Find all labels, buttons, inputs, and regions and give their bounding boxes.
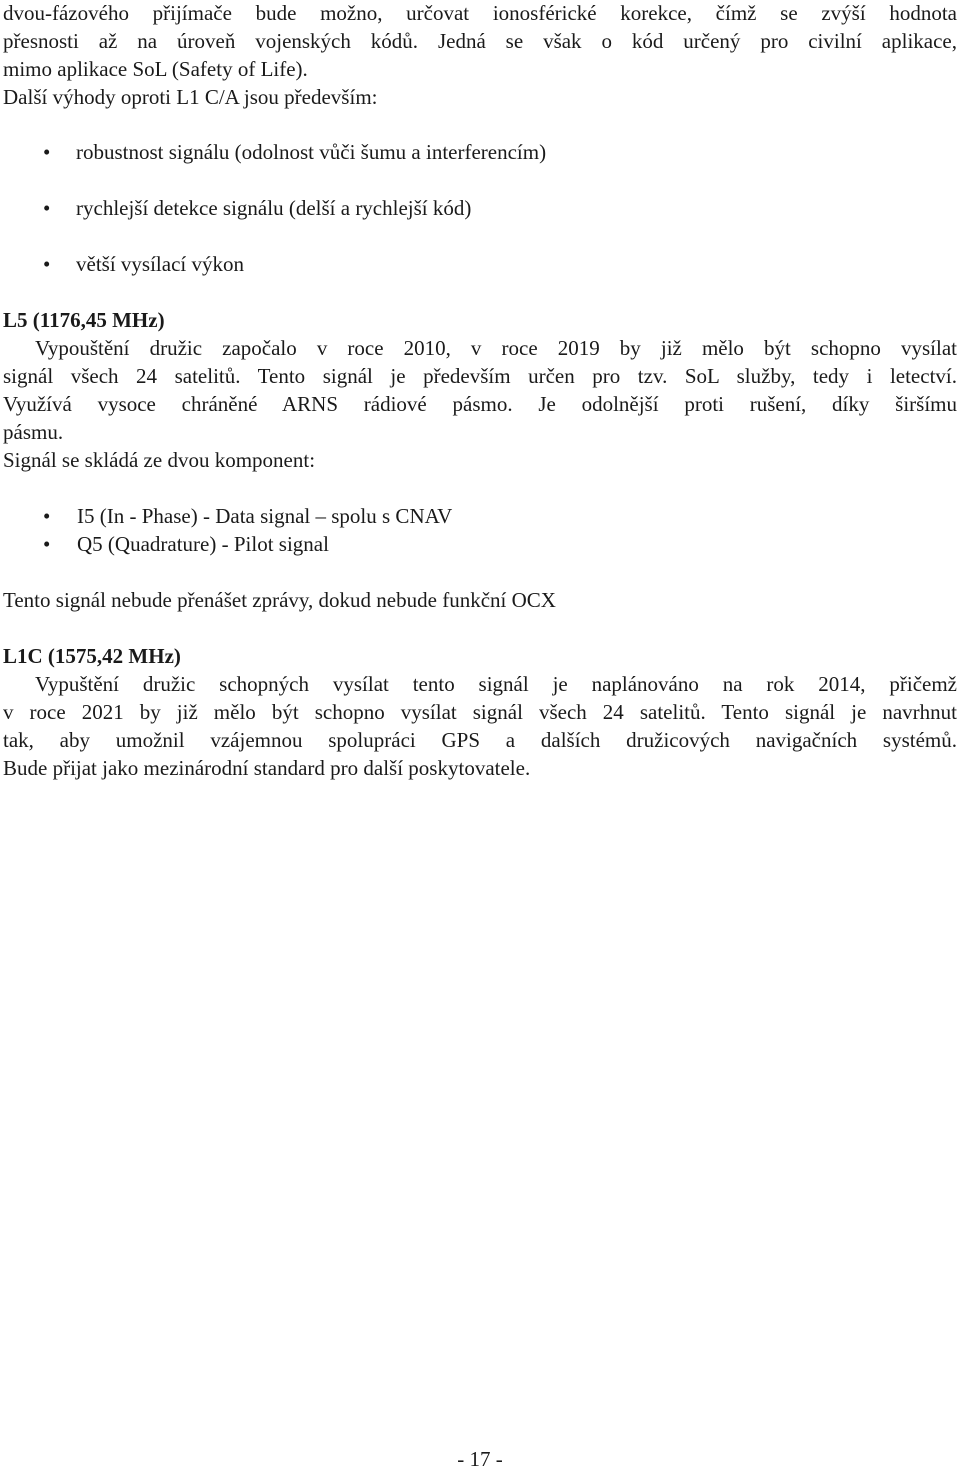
- page-number: - 17 -: [457, 1447, 503, 1471]
- l1c-line: tak, aby umožnil vzájemnou spolupráci GPS a dalších družicových navigačních systémů.: [3, 728, 957, 752]
- l5-line: Využívá vysoce chráněné ARNS rádiové pásmo. Je odolnější proti rušení, díky širšímu: [3, 392, 957, 416]
- bullet-icon: •: [43, 532, 51, 556]
- list-item-text: větší vysílací výkon: [76, 252, 244, 276]
- intro-line: mimo aplikace SoL (Safety of Life).: [3, 57, 308, 81]
- l1c-line: Vypuštění družic schopných vysílat tento signál je naplánováno na rok 2014, přičemž: [35, 672, 957, 696]
- l5-line: Vypouštění družic započalo v roce 2010, v roce 2019 by již mělo být schopno vysílat: [35, 336, 957, 360]
- bullet-icon: •: [43, 252, 51, 276]
- section-heading-l1c: L1C (1575,42 MHz): [3, 644, 181, 668]
- intro-line: dvou-fázového přijímače bude možno, určovat ionosférické korekce, čímž se zvýší hodnota: [3, 1, 957, 25]
- section-heading-l5: L5 (1176,45 MHz): [3, 308, 165, 332]
- list-item-text: Q5 (Quadrature) - Pilot signal: [77, 532, 329, 556]
- bullet-icon: •: [43, 504, 51, 528]
- bullet-icon: •: [43, 196, 51, 220]
- list-item-text: I5 (In - Phase) - Data signal – spolu s CNAV: [77, 504, 453, 528]
- l5-line: Signál se skládá ze dvou komponent:: [3, 448, 316, 472]
- list-item-text: robustnost signálu (odolnost vůči šumu a interferencím): [76, 140, 547, 164]
- l5-line: signál všech 24 satelitů. Tento signál je především určen pro tzv. SoL služby, tedy i letectví.: [3, 364, 957, 388]
- l5-line: pásmu.: [3, 420, 64, 444]
- intro-line: Další výhody oproti L1 C/A jsou především:: [3, 85, 378, 109]
- list-item-text: rychlejší detekce signálu (delší a rychlejší kód): [76, 196, 472, 220]
- intro-line: přesnosti až na úroveň vojenských kódů. Jedná se však o kód určený pro civilní aplikace,: [3, 29, 957, 53]
- l1c-line: Bude přijat jako mezinárodní standard pro další poskytovatele.: [3, 756, 531, 780]
- l5-note: Tento signál nebude přenášet zprávy, dokud nebude funkční OCX: [3, 588, 556, 612]
- l1c-line: v roce 2021 by již mělo být schopno vysílat signál všech 24 satelitů. Tento signál je navrhnut: [3, 700, 957, 724]
- bullet-icon: •: [43, 140, 51, 164]
